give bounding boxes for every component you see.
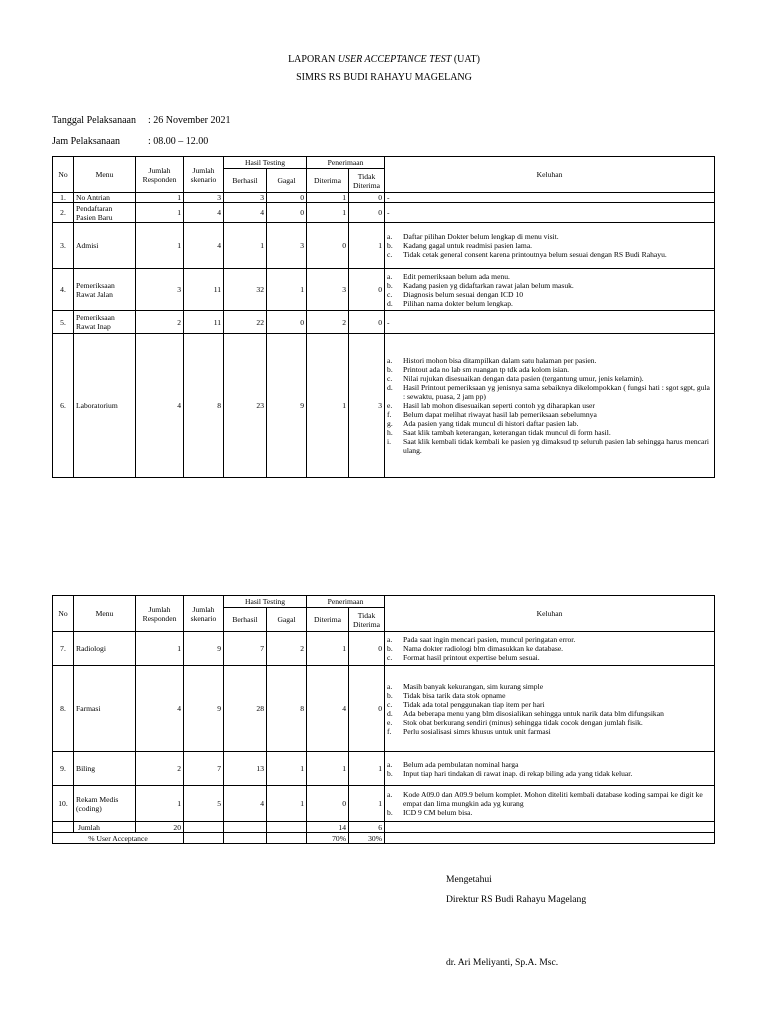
keluhan-item: [387, 356, 712, 365]
keluhan-text: Stok obat berkurang sendiri (minus) sehingga tidak cocok dengan jumlah fisik.: [403, 717, 643, 727]
jumlah-diterima: 14: [307, 822, 349, 833]
row-berhasil: 3: [224, 193, 267, 203]
keluhan-text: Nama dokter radiologi blm dimasukkan ke database.: [403, 644, 564, 653]
keluhan-marker: a.: [387, 232, 393, 241]
table-row: [53, 786, 715, 822]
table-2-header: [53, 596, 715, 632]
row-menu: Admisi: [74, 223, 136, 269]
row-keluhan: [385, 666, 715, 752]
row-diterima: 4: [307, 666, 349, 752]
keluhan-item: [387, 644, 712, 653]
header-keluhan: Keluhan: [385, 157, 715, 193]
keluhan-item: [387, 299, 712, 308]
row-skenario: 9: [184, 666, 224, 752]
table-row: [53, 632, 715, 666]
keluhan-marker: b.: [387, 690, 393, 700]
keluhan-marker: a.: [387, 271, 393, 281]
keluhan-item: [387, 691, 712, 700]
row-responden: 1: [136, 223, 184, 269]
keluhan-text: Tidak cetak general consent karena printoutnya belum sesuai dengan RS Budi Rahayu.: [403, 250, 667, 259]
keluhan-item: [387, 653, 712, 662]
row-skenario: 11: [184, 311, 224, 334]
table-1-body: [53, 193, 715, 478]
keluhan-text: Hasil lab mohon disesuaikan seperti contoh yg diharapkan user: [403, 401, 595, 410]
row-keluhan: [385, 223, 715, 269]
keluhan-list: [387, 232, 712, 259]
row-responden: 1: [136, 786, 184, 822]
keluhan-item: [387, 232, 712, 241]
row-gagal: 2: [267, 632, 307, 666]
keluhan-list: [387, 272, 712, 308]
keluhan-marker: a.: [387, 681, 393, 691]
keluhan-marker: d.: [387, 383, 393, 392]
row-gagal: 0: [267, 203, 307, 223]
keluhan-list: [387, 790, 712, 817]
header-hasil-testing: Hasil Testing: [224, 157, 307, 169]
keluhan-marker: d.: [387, 298, 393, 308]
row-responden: 2: [136, 752, 184, 786]
keluhan-list: [387, 682, 712, 736]
keluhan-text: Tidak bisa tarik data stok opname: [403, 690, 506, 700]
keluhan-item: [387, 419, 712, 428]
keluhan-item: [387, 769, 712, 778]
keluhan-text: Edit pemeriksaan belum ada menu.: [403, 271, 510, 281]
table-2-summary: [53, 822, 715, 844]
keluhan-text: Ada beberapa menu yang blm disosialikan sehingga untuk narik data blm difungsikan: [403, 708, 664, 718]
row-tidak-diterima: 0: [349, 311, 385, 334]
header-no: No: [53, 157, 74, 193]
row-tidak-diterima: 0: [349, 632, 385, 666]
keluhan-text: Format hasil printout expertise belum sesuai.: [403, 653, 540, 662]
keluhan-text: Kadang gagal untuk readmisi pasien lama.: [403, 241, 533, 250]
header-berhasil: Berhasil: [224, 608, 267, 632]
row-keluhan: [385, 786, 715, 822]
row-skenario: 5: [184, 786, 224, 822]
row-keluhan: [385, 203, 715, 223]
keluhan-marker: b.: [387, 644, 393, 653]
row-responden: 1: [136, 203, 184, 223]
keluhan-item: [387, 290, 712, 299]
keluhan-text: Diagnosis belum sesuai dengan ICD 10: [403, 289, 524, 299]
row-menu: Farmasi: [74, 666, 136, 752]
row-gagal: 9: [267, 334, 307, 478]
uat-table-2: [52, 595, 715, 844]
keluhan-item: [387, 272, 712, 281]
table-row: [53, 223, 715, 269]
row-menu: Radiologi: [74, 632, 136, 666]
row-diterima: 1: [307, 334, 349, 478]
title-suffix: (UAT): [451, 54, 480, 65]
keluhan-marker: c.: [387, 699, 393, 709]
header-tidak-diterima: Tidak Diterima: [349, 169, 385, 193]
jumlah-label: Jumlah: [74, 822, 136, 833]
row-tidak-diterima: 0: [349, 269, 385, 311]
keluhan-text: Printout ada no lab sm ruangan tp tdk ada kolom isian.: [403, 365, 570, 374]
row-berhasil: 22: [224, 311, 267, 334]
keluhan-text: Saat klik kembali tidak kembali ke pasien yg dimaksud tp seluruh pasien lab sehingga harus mencari ulang.: [403, 437, 710, 455]
date-value: : 26 November 2021: [148, 115, 231, 126]
jumlah-responden: 20: [136, 822, 184, 833]
row-berhasil: 28: [224, 666, 267, 752]
row-no: 7.: [53, 632, 74, 666]
row-gagal: 0: [267, 311, 307, 334]
keluhan-marker: b.: [387, 241, 393, 250]
table-row: [53, 334, 715, 478]
keluhan-item: [387, 808, 712, 817]
keluhan-item: [387, 374, 712, 383]
row-diterima: 1: [307, 203, 349, 223]
keluhan-text: Belum ada pembulatan nominal harga: [403, 759, 519, 769]
keluhan-text: Daftar pilihan Dokter belum lengkap di menu visit.: [403, 232, 559, 241]
row-no: 2.: [53, 203, 74, 223]
title-prefix: LAPORAN: [288, 54, 338, 65]
header-keluhan: Keluhan: [385, 596, 715, 632]
row-menu: Biling: [74, 752, 136, 786]
table-row: [53, 193, 715, 203]
keluhan-item: [387, 709, 712, 718]
keluhan-dash: -: [387, 317, 390, 327]
row-menu: No Antrian: [74, 193, 136, 203]
header-responden: Jumlah Responden: [136, 157, 184, 193]
keluhan-item: [387, 401, 712, 410]
row-no: 10.: [53, 786, 74, 822]
keluhan-item: [387, 727, 712, 736]
keluhan-text: Perlu sosialisasi simrs khusus untuk unit farmasi: [403, 726, 551, 736]
row-keluhan: [385, 269, 715, 311]
keluhan-item: [387, 281, 712, 290]
row-skenario: 4: [184, 223, 224, 269]
ua-diterima: 70%: [307, 833, 349, 844]
keluhan-item: [387, 790, 712, 808]
keluhan-marker: c.: [387, 374, 393, 383]
keluhan-item: [387, 241, 712, 250]
keluhan-text: Masih banyak kekurangan, sim kurang simple: [403, 681, 544, 691]
keluhan-marker: a.: [387, 356, 393, 365]
uat-table-1: [52, 156, 715, 478]
row-responden: 3: [136, 269, 184, 311]
summary-row-acceptance: [53, 833, 715, 844]
header-hasil-testing: Hasil Testing: [224, 596, 307, 608]
keluhan-item: [387, 437, 712, 455]
row-berhasil: 7: [224, 632, 267, 666]
table-row: [53, 269, 715, 311]
sign-position: Direktur RS Budi Rahayu Magelang: [446, 894, 587, 905]
row-gagal: 1: [267, 786, 307, 822]
time-label: Jam Pelaksanaan: [52, 136, 121, 147]
row-tidak-diterima: 1: [349, 223, 385, 269]
row-responden: 4: [136, 334, 184, 478]
keluhan-item: [387, 428, 712, 437]
user-acceptance-label: % User Acceptance: [53, 833, 184, 844]
row-responden: 1: [136, 193, 184, 203]
ua-tidak-diterima: 30%: [349, 833, 385, 844]
row-menu: Laboratorium: [74, 334, 136, 478]
row-berhasil: 4: [224, 203, 267, 223]
row-berhasil: 32: [224, 269, 267, 311]
row-no: 3.: [53, 223, 74, 269]
header-diterima: Diterima: [307, 608, 349, 632]
keluhan-marker: a.: [387, 635, 393, 644]
keluhan-marker: c.: [387, 653, 393, 662]
row-tidak-diterima: 0: [349, 666, 385, 752]
row-gagal: 0: [267, 193, 307, 203]
keluhan-text: Histori mohon bisa ditampilkan dalam satu halaman per pasien.: [403, 356, 597, 365]
keluhan-marker: h.: [387, 428, 393, 437]
keluhan-item: [387, 700, 712, 709]
row-menu: Rekam Medis (coding): [74, 786, 136, 822]
row-diterima: 2: [307, 311, 349, 334]
row-tidak-diterima: 1: [349, 752, 385, 786]
row-skenario: 7: [184, 752, 224, 786]
keluhan-marker: b.: [387, 768, 393, 778]
row-menu: Pemeriksaan Rawat Jalan: [74, 269, 136, 311]
keluhan-marker: c.: [387, 250, 393, 259]
keluhan-marker: e.: [387, 717, 393, 727]
row-skenario: 8: [184, 334, 224, 478]
keluhan-marker: f.: [387, 726, 392, 736]
row-no: 5.: [53, 311, 74, 334]
row-no: 1.: [53, 193, 74, 203]
keluhan-dash: -: [387, 193, 390, 202]
table-row: [53, 203, 715, 223]
row-diterima: 0: [307, 223, 349, 269]
row-tidak-diterima: 1: [349, 786, 385, 822]
keluhan-item: [387, 682, 712, 691]
keluhan-marker: d.: [387, 708, 393, 718]
header-skenario: Jumlah skenario: [184, 596, 224, 632]
keluhan-marker: i.: [387, 437, 392, 446]
title-italic: USER ACCEPTANCE TEST: [337, 54, 452, 65]
header-menu: Menu: [74, 157, 136, 193]
header-no: No: [53, 596, 74, 632]
header-menu: Menu: [74, 596, 136, 632]
keluhan-list: [387, 356, 712, 455]
summary-row-jumlah: [53, 822, 715, 833]
row-berhasil: 4: [224, 786, 267, 822]
row-gagal: 8: [267, 666, 307, 752]
table-row: [53, 752, 715, 786]
header-penerimaan: Penerimaan: [307, 596, 385, 608]
row-no: 8.: [53, 666, 74, 752]
sign-name: dr. Ari Meliyanti, Sp.A. Msc.: [446, 957, 559, 968]
table-row: [53, 666, 715, 752]
keluhan-text: ICD 9 CM belum bisa.: [403, 808, 473, 817]
keluhan-marker: b.: [387, 365, 393, 374]
keluhan-marker: a.: [387, 790, 393, 799]
row-skenario: 3: [184, 193, 224, 203]
row-skenario: 9: [184, 632, 224, 666]
header-gagal: Gagal: [267, 169, 307, 193]
header-gagal: Gagal: [267, 608, 307, 632]
keluhan-list: [387, 760, 712, 778]
keluhan-text: Pada saat ingin mencari pasien, muncul peringatan error.: [403, 635, 576, 644]
keluhan-item: [387, 383, 712, 401]
header-responden: Jumlah Responden: [136, 596, 184, 632]
row-no: 9.: [53, 752, 74, 786]
row-diterima: 1: [307, 632, 349, 666]
keluhan-text: Belum dapat melihat riwayat hasil lab pemeriksaan sebelumnya: [403, 410, 597, 419]
keluhan-marker: b.: [387, 280, 393, 290]
table-row: [53, 311, 715, 334]
row-diterima: 1: [307, 193, 349, 203]
keluhan-item: [387, 250, 712, 259]
keluhan-item: [387, 718, 712, 727]
row-no: 4.: [53, 269, 74, 311]
keluhan-text: Tidak ada total penggunakan tiap item per hari: [403, 699, 545, 709]
row-gagal: 3: [267, 223, 307, 269]
keluhan-item: [387, 760, 712, 769]
row-gagal: 1: [267, 752, 307, 786]
row-gagal: 1: [267, 269, 307, 311]
row-diterima: 1: [307, 752, 349, 786]
row-berhasil: 1: [224, 223, 267, 269]
row-berhasil: 13: [224, 752, 267, 786]
keluhan-marker: c.: [387, 289, 393, 299]
header-skenario: Jumlah skenario: [184, 157, 224, 193]
row-tidak-diterima: 3: [349, 334, 385, 478]
row-keluhan: [385, 311, 715, 334]
keluhan-item: [387, 410, 712, 419]
date-row: [52, 115, 231, 126]
row-tidak-diterima: 0: [349, 193, 385, 203]
row-diterima: 0: [307, 786, 349, 822]
report-title: [0, 54, 768, 65]
row-keluhan: [385, 752, 715, 786]
row-no: 6.: [53, 334, 74, 478]
date-label: Tanggal Pelaksanaan: [52, 115, 136, 126]
keluhan-marker: a.: [387, 759, 393, 769]
row-responden: 1: [136, 632, 184, 666]
header-berhasil: Berhasil: [224, 169, 267, 193]
keluhan-marker: e.: [387, 401, 393, 410]
keluhan-text: Ada pasien yang tidak muncul di histori daftar pasien lab.: [403, 419, 579, 428]
header-tidak-diterima: Tidak Diterima: [349, 608, 385, 632]
row-menu: Pemeriksaan Rawat Inap: [74, 311, 136, 334]
report-subtitle: SIMRS RS BUDI RAHAYU MAGELANG: [296, 72, 472, 83]
row-skenario: 4: [184, 203, 224, 223]
keluhan-marker: g.: [387, 419, 393, 428]
row-keluhan: [385, 193, 715, 203]
row-menu: Pendaftaran Pasien Baru: [74, 203, 136, 223]
keluhan-text: Nilai rujukan disesuaikan dengan data pasien (tergantung umur, jenis kelamin).: [403, 374, 644, 383]
keluhan-item: [387, 635, 712, 644]
keluhan-dash: -: [387, 208, 390, 217]
row-skenario: 11: [184, 269, 224, 311]
keluhan-list: [387, 635, 712, 662]
keluhan-item: [387, 365, 712, 374]
keluhan-text: Input tiap hari tindakan di rawat inap. di rekap biling ada yang tidak keluar.: [403, 768, 633, 778]
header-penerimaan: Penerimaan: [307, 157, 385, 169]
keluhan-text: Hasil Printout pemeriksaan yg jenisnya sama sebaiknya dikelompokkan ( fungsi hati : sgot sgpt, gula : sewaktu, puasa, 2 jam pp): [403, 383, 710, 401]
sign-mengetahui: Mengetahui: [446, 874, 492, 885]
row-responden: 4: [136, 666, 184, 752]
time-value: : 08.00 – 12.00: [148, 136, 209, 147]
table-2-body: [53, 632, 715, 822]
table-1-header: [53, 157, 715, 193]
row-berhasil: 23: [224, 334, 267, 478]
row-responden: 2: [136, 311, 184, 334]
time-row: [52, 136, 208, 147]
keluhan-text: Pilihan nama dokter belum lengkap.: [403, 298, 513, 308]
header-diterima: Diterima: [307, 169, 349, 193]
row-keluhan: [385, 334, 715, 478]
keluhan-marker: b.: [387, 808, 393, 817]
keluhan-text: Saat klik tambah keterangan, keterangan tidak muncul di form hasil.: [403, 428, 611, 437]
row-diterima: 3: [307, 269, 349, 311]
jumlah-tidak-diterima: 6: [349, 822, 385, 833]
row-tidak-diterima: 0: [349, 203, 385, 223]
keluhan-marker: f.: [387, 410, 392, 419]
keluhan-text: Kadang pasien yg didaftarkan rawat jalan belum masuk.: [403, 280, 574, 290]
keluhan-text: Kode A09.0 dan A09.9 belum komplet. Mohon diteliti kembali database koding sampai ke digit ke empat dan lima mungkin ada yg kurang: [403, 790, 703, 808]
row-keluhan: [385, 632, 715, 666]
